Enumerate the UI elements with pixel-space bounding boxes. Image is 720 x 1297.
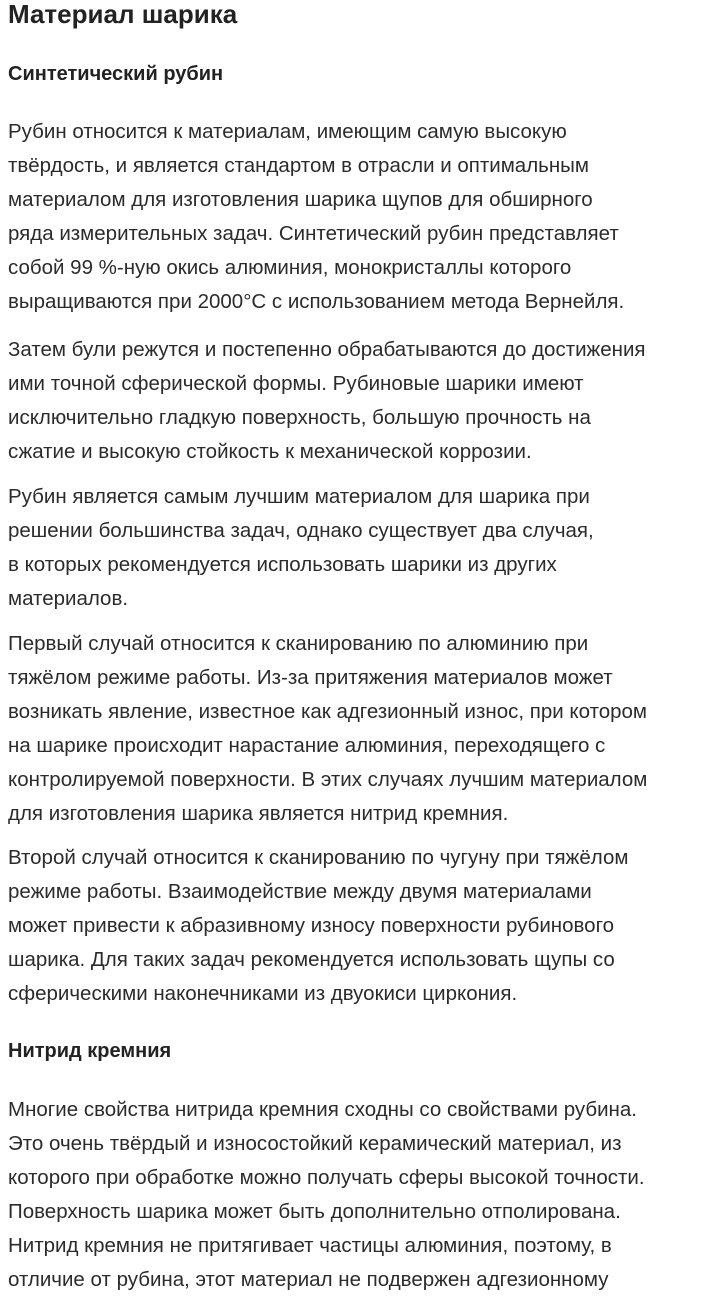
page-title: Материал шарика — [8, 0, 238, 29]
paragraph — [8, 333, 646, 469]
paragraph — [8, 1093, 645, 1297]
text-line: контролируемой поверхности. В этих случаях лучшим материалом — [8, 768, 648, 791]
section-heading-silicon-nitride: Нитрид кремния — [8, 1040, 172, 1062]
text-line: твёрдость, и является стандартом в отрасли и оптимальным — [8, 154, 589, 177]
text-line: тяжёлом режиме работы. Из-за притяжения материалов может — [8, 666, 613, 689]
text-line: отличие от рубина, этот материал не подвержен адгезионному — [8, 1268, 609, 1291]
paragraph — [8, 480, 594, 616]
text-line: на шарике происходит нарастание алюминия, переходящего с — [8, 734, 606, 757]
paragraph — [8, 841, 628, 1011]
text-line: Затем були режутся и постепенно обрабатываются до достижения — [8, 338, 646, 361]
text-line: Рубин относится к материалам, имеющим самую высокую — [8, 120, 567, 143]
paragraph — [8, 627, 647, 831]
text-line: режиме работы. Взаимодействие между двумя материалами — [8, 880, 592, 903]
text-line: Нитрид кремния не притягивает частицы алюминия, поэтому, в — [8, 1234, 612, 1257]
section-heading-ruby: Синтетический рубин — [8, 63, 224, 85]
text-line: сферическими наконечниками из двуокиси циркония. — [8, 982, 518, 1005]
text-line: которого при обработке можно получать сферы высокой точности. — [8, 1166, 645, 1189]
paragraph — [8, 115, 624, 319]
text-line: собой 99 %-ную окись алюминия, монокристаллы которого — [8, 256, 572, 279]
text-line: материалом для изготовления шарика щупов для обширного — [8, 188, 593, 211]
text-line: исключительно гладкую поверхность, большую прочность на — [8, 406, 591, 429]
text-line: Первый случай относится к сканированию по алюминию при — [8, 632, 589, 655]
text-line: ими точной сферической формы. Рубиновые шарики имеют — [8, 372, 584, 395]
text-line: Многие свойства нитрида кремния сходны со свойствами рубина. — [8, 1098, 637, 1121]
text-line: Поверхность шарика может быть дополнительно отполирована. — [8, 1200, 621, 1223]
text-line: шарика. Для таких задач рекомендуется использовать щупы со — [8, 948, 615, 971]
text-line: решении большинства задач, однако существует два случая, — [8, 519, 594, 542]
text-line: Второй случай относится к сканированию по чугуну при тяжёлом — [8, 846, 629, 869]
text-line: для изготовления шарика является нитрид кремния. — [8, 802, 509, 825]
text-line: выращиваются при 2000°C с использованием метода Вернейля. — [8, 290, 625, 313]
text-line: Это очень твёрдый и износостойкий керамический материал, из — [8, 1132, 622, 1155]
text-line: в которых рекомендуется использовать шарики из других — [8, 553, 557, 576]
text-line: сжатие и высокую стойкость к механической коррозии. — [8, 440, 532, 463]
text-line: может привести к абразивному износу поверхности рубинового — [8, 914, 615, 937]
text-line: возникать явление, известное как адгезионный износ, при котором — [8, 700, 648, 723]
text-line: ряда измерительных задач. Синтетический рубин представляет — [8, 222, 619, 245]
text-line: Рубин является самым лучшим материалом для шарика при — [8, 485, 590, 508]
text-line: материалов. — [8, 587, 129, 610]
